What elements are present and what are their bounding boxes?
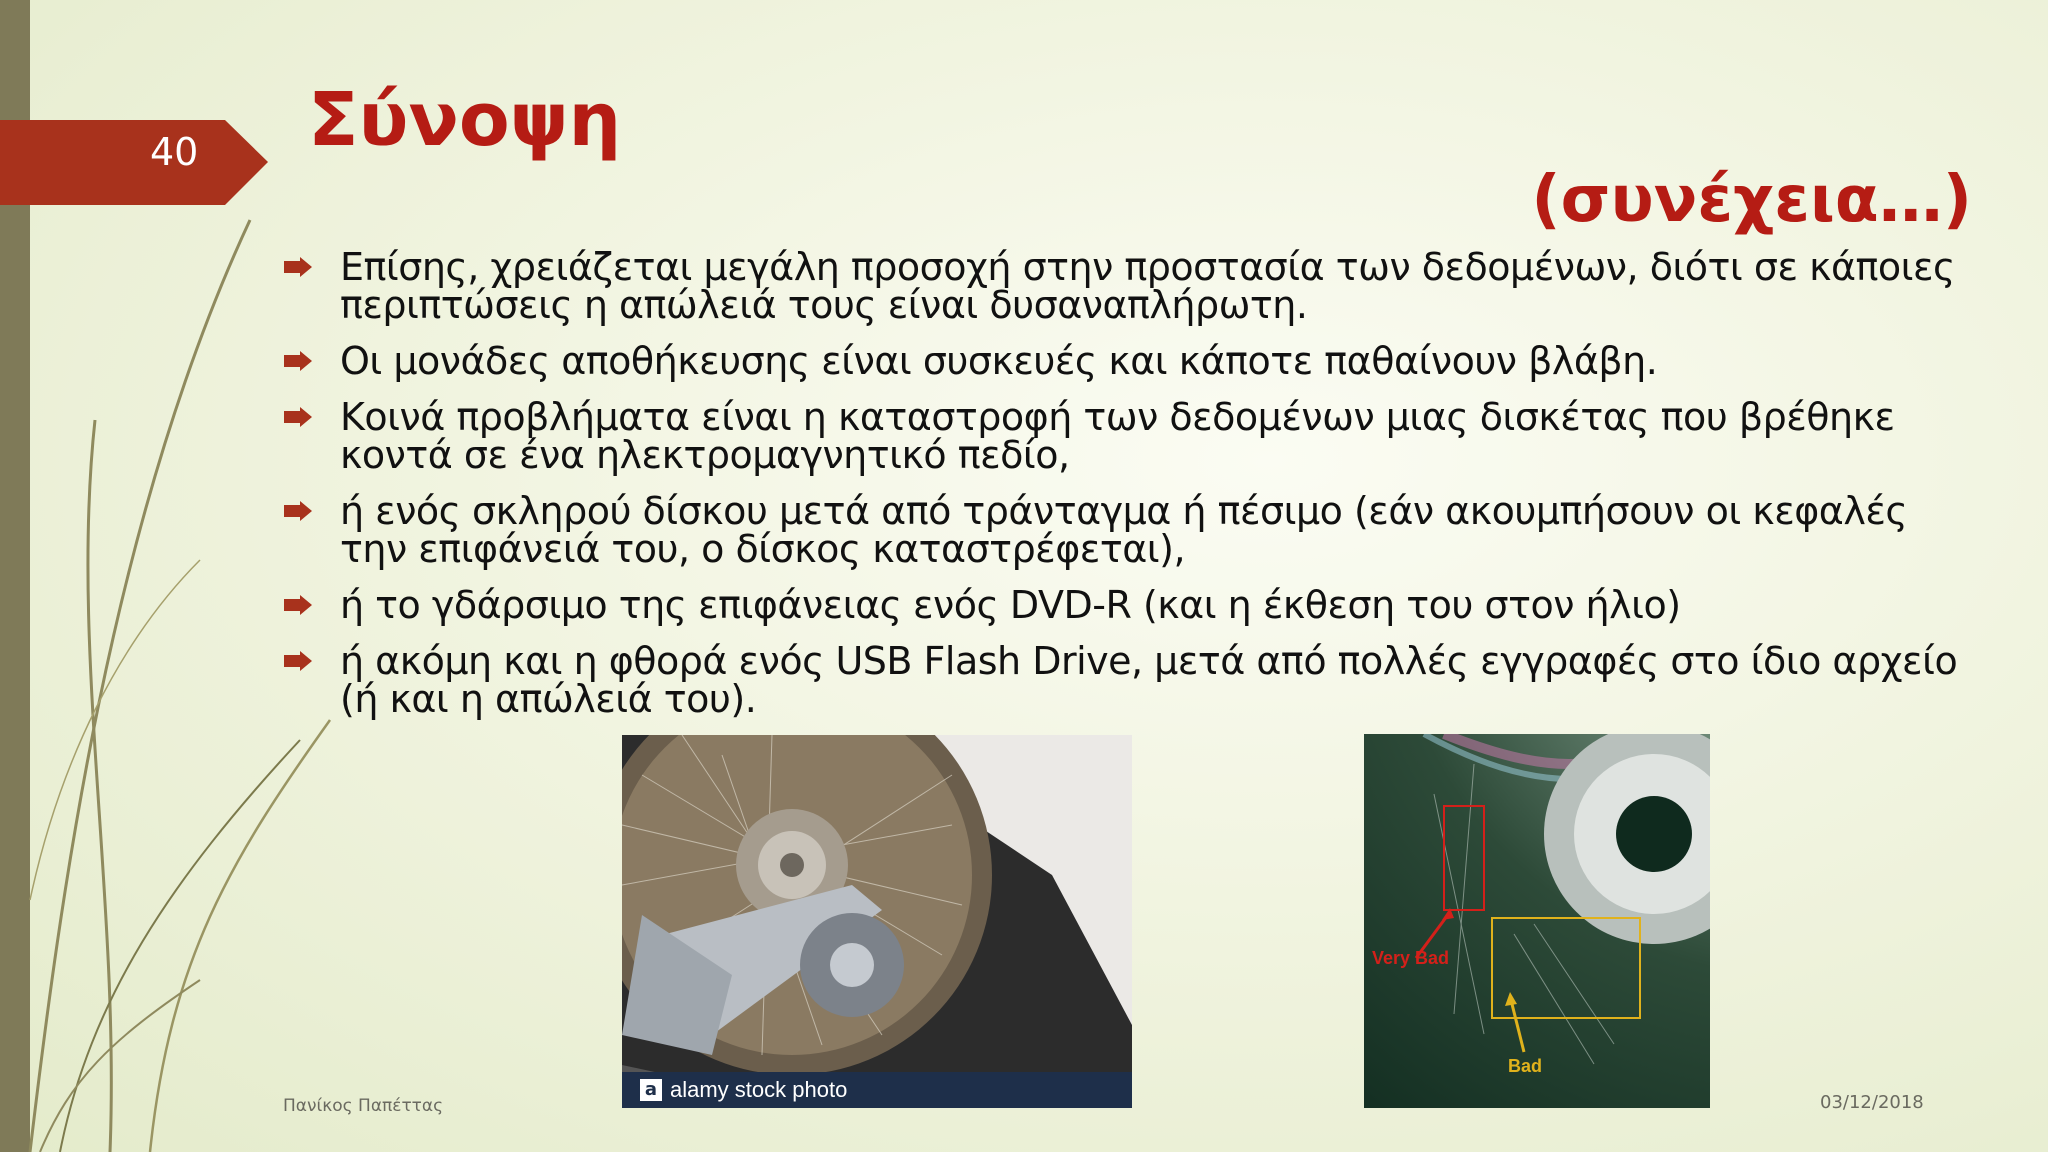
hard-disk-photo	[622, 735, 1132, 1108]
arrow-right-icon	[284, 595, 312, 615]
bullet-item	[284, 639, 1974, 721]
arrow-right-icon	[284, 407, 312, 427]
bullet-text: ή το γδάρσιμο της επιφάνειας ενός DVD-R (και η έκθεση του στον ήλιο)	[340, 583, 1681, 627]
bad-label: Bad	[1508, 1056, 1543, 1076]
bullet-text: Επίσης, χρειάζεται μεγάλη προσοχή στην προστασία των δεδομένων, διότι σε κάποιες περιπτώσεις η απώλειά τους είναι δυσαναπλήρωτη.	[340, 245, 1955, 327]
slide-number-tab	[0, 120, 268, 205]
slide-subtitle: (συνέχεια…)	[1531, 163, 1972, 237]
alamy-logo: a	[640, 1079, 662, 1101]
arrow-right-icon	[284, 501, 312, 521]
bullet-item	[284, 583, 1974, 627]
bullet-text: Οι μονάδες αποθήκευσης είναι συσκευές και κάποτε παθαίνουν βλάβη.	[340, 339, 1658, 383]
bullet-item	[284, 245, 1974, 327]
bullet-item	[284, 395, 1974, 477]
watermark-text: alamy stock photo	[670, 1077, 848, 1102]
bullet-list	[284, 245, 1974, 736]
scratched-disc-photo	[1364, 734, 1710, 1108]
arrow-right-icon	[284, 257, 312, 277]
very-bad-label: Very Bad	[1372, 948, 1450, 968]
bullet-item	[284, 339, 1974, 383]
bullet-text: ή ενός σκληρού δίσκου μετά από τράνταγμα ή πέσιμο (εάν ακουμπήσουν οι κεφαλές την επιφάνειά του, ο δίσκος καταστρέφεται),	[340, 489, 1908, 571]
watermark-bar	[622, 1072, 1132, 1108]
slide-title: Σύνοψη	[308, 77, 622, 163]
bullet-item	[284, 489, 1974, 571]
bullet-text: ή ακόμη και η φθορά ενός USB Flash Drive, μετά από πολλές εγγραφές στο ίδιο αρχείο (ή και η απώλειά του).	[340, 639, 1958, 721]
bullet-text: Κοινά προβλήματα είναι η καταστροφή των δεδομένων μιας δισκέτας που βρέθηκε κοντά σε ένα ηλεκτρομαγνητικό πεδίο,	[340, 395, 1895, 477]
arrow-right-icon	[284, 651, 312, 671]
footer-date: 03/12/2018	[1820, 1092, 1924, 1113]
arrow-right-icon	[284, 351, 312, 371]
slide-number: 40	[150, 130, 199, 174]
footer-author: Πανίκος Παπέττας	[283, 1096, 444, 1116]
